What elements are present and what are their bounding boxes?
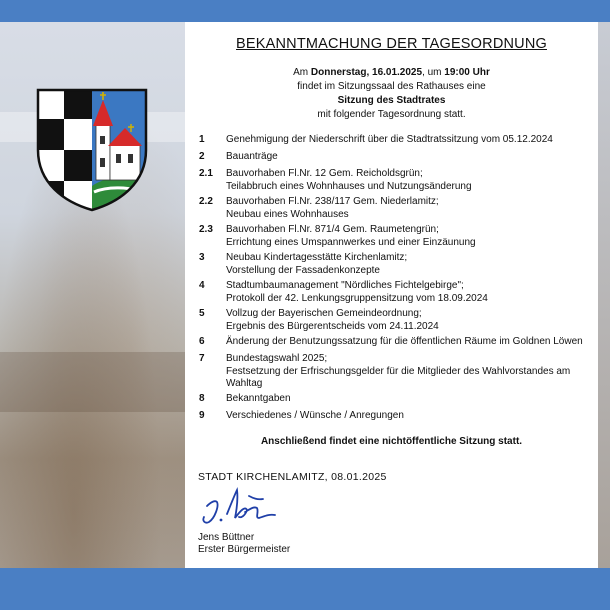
agenda-item-text: Vollzug der Bayerischen Gemeindeordnung; Ergebnis des Bürgerentscheids vom 24.11.2024 — [226, 308, 439, 332]
agenda-item-text: Bekanntgaben — [226, 393, 291, 404]
agenda-item-number: 2.3 — [199, 224, 213, 235]
bottom-frame-bar — [0, 568, 610, 610]
top-frame-bar — [0, 0, 610, 22]
agenda-item-text: Bauvorhaben Fl.Nr. 238/117 Gem. Niederlamitz; Neubau eines Wohnhauses — [226, 196, 439, 220]
agenda-item-number: 5 — [199, 308, 205, 319]
handwritten-signature-icon — [197, 484, 285, 534]
intro-line-date — [185, 66, 598, 80]
agenda-item-number: 2 — [199, 151, 205, 162]
document-title: BEKANNTMACHUNG DER TAGESORDNUNG — [236, 36, 547, 52]
agenda-item-number: 2.2 — [199, 196, 213, 207]
agenda-item-number: 2.1 — [199, 168, 213, 179]
agenda-item-text: Änderung der Benutzungssatzung für die öffentlichen Räume im Goldnen Löwen — [226, 336, 583, 347]
photo-dark-band — [0, 352, 185, 412]
town-coat-of-arms-icon — [36, 88, 148, 212]
agenda-item-number: 1 — [199, 134, 205, 145]
meeting-intro — [185, 66, 598, 122]
agenda-item-text: Neubau Kindertagesstätte Kirchenlamitz; Vorstellung der Fassadenkonzepte — [226, 252, 408, 276]
signer-block — [198, 532, 290, 556]
agenda-item-text: Bauanträge — [226, 151, 278, 162]
agenda-item-text: Verschiedenes / Wünsche / Anregungen — [226, 410, 404, 421]
place-and-date: STADT KIRCHENLAMITZ, 08.01.2025 — [198, 471, 387, 483]
meeting-day-date: Donnerstag, 16.01.2025 — [310, 67, 423, 78]
agenda-item-number: 6 — [199, 336, 205, 347]
agenda-item-number: 7 — [199, 353, 205, 364]
intro-mid: , um — [422, 67, 442, 78]
agenda-item-number: 4 — [199, 280, 205, 291]
agenda-item-text: Genehmigung der Niederschrift über die Stadtratssitzung vom 05.12.2024 — [226, 134, 553, 145]
signer-name: Jens Büttner — [198, 532, 255, 543]
agenda-item-text: Bauvorhaben Fl.Nr. 871/4 Gem. Raumetengrün; Errichtung eines Umspannwerkes und einer Einzäunung — [226, 224, 476, 248]
meeting-time: 19:00 Uhr — [444, 67, 490, 78]
agenda-item-text: Bundestagswahl 2025; Festsetzung der Erfrischungsgelder für die Mitglieder des Wahlvorstandes am Wahltag — [226, 353, 571, 389]
agenda-item-number: 8 — [199, 393, 205, 404]
meeting-type: Sitzung des Stadtrates — [337, 95, 446, 106]
intro-prefix: Am — [293, 67, 309, 78]
closing-note: Anschließend findet eine nichtöffentliche Sitzung statt. — [260, 436, 523, 447]
agenda-item-text: Stadtumbaumanagement "Nördliches Fichtelgebirge"; Protokoll der 42. Lenkungsgruppensitzung vom 18.09.2024 — [226, 280, 488, 304]
agenda-item-number: 3 — [199, 252, 205, 263]
intro-line-agenda: mit folgender Tagesordnung statt. — [317, 109, 466, 120]
announcement-document — [185, 22, 598, 568]
intro-line-location: findet im Sitzungssaal des Rathauses eine — [297, 81, 486, 92]
agenda-item-text: Bauvorhaben Fl.Nr. 12 Gem. Reicholdsgrün; Teilabbruch eines Wohnhauses und Nutzungsänderung — [226, 168, 472, 192]
agenda-item-number: 9 — [199, 410, 205, 421]
background-photo-right-edge — [598, 22, 610, 568]
signer-title: Erster Bürgermeister — [198, 544, 291, 555]
